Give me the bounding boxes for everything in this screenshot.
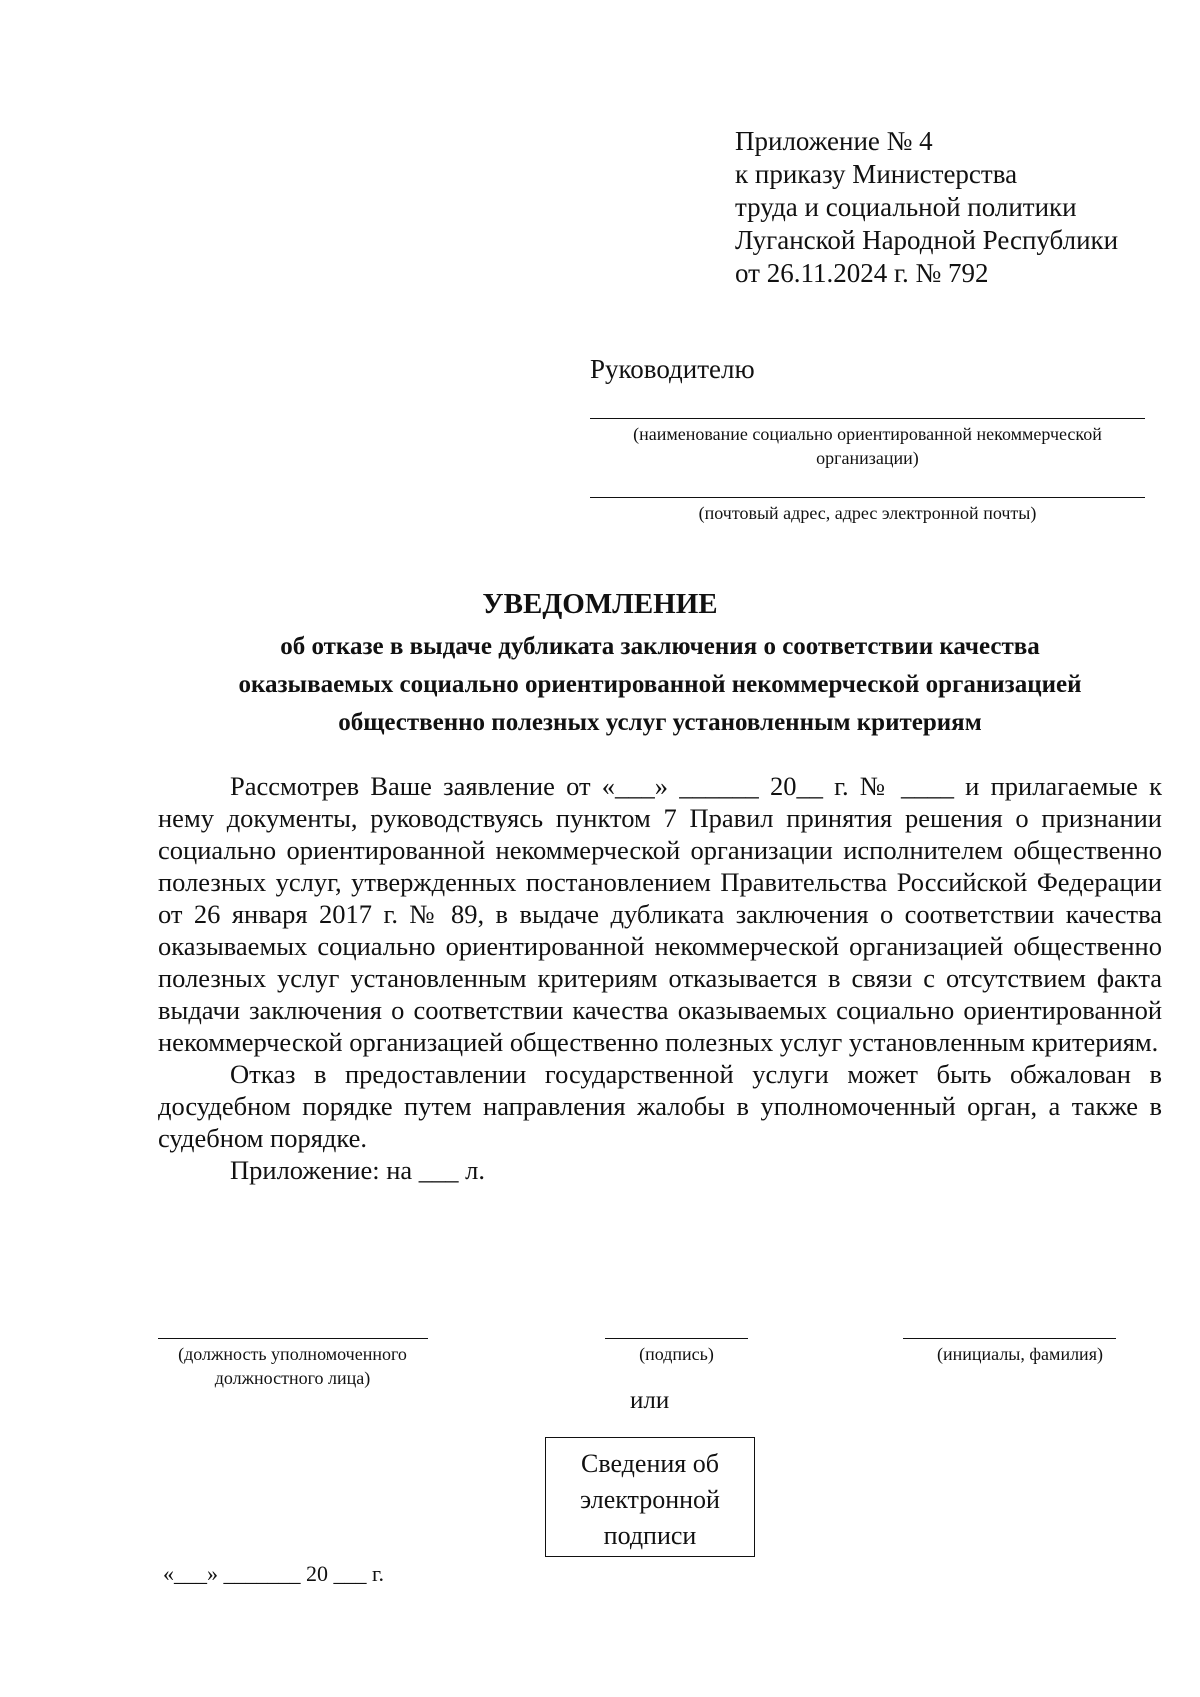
org-name-caption [590,422,1145,470]
org-name-caption-line1: (наименование социально ориентированной некоммерческой [633,424,1102,444]
address-caption: (почтовый адрес, адрес электронной почты) [698,503,1037,523]
subtitle-line2: оказываемых социально ориентированной некоммерческой организацией [238,671,1082,698]
or-separator: или [630,1387,670,1414]
body-paragraph-decision: Рассмотрев Ваше заявление от «___» ______ 20__ г. № ____ и прилагаемые к нему документы, руководствуясь пунктом 7 Правил принятия решения о признании социально ориентированной некоммерческой организации исполнителем общественно полезных услуг, утвержденных постановлением Правительства Российской Федерации от 26 января 2017 г. № 89, в выдаче дубликата заключения о соответствии качества оказываемых социально ориентированной некоммерческой организацией общественно полезных услуг установленным критериям отказывается в связи с отсутствием факта выдачи заключения о соответствии качества оказываемых социально ориентированной некоммерческой организацией общественно полезных услуг установленным критериям. [158,771,1162,1057]
document-title: УВЕДОМЛЕНИЕ [482,588,718,620]
electronic-signature-box [545,1437,755,1557]
org-name-line [590,418,1145,419]
body-paragraph-appeal: Отказ в предоставлении государственной услуги может быть обжалован в досудебном порядке путем направления жалобы в уполномоченный орган, а также в судебном порядке. [158,1059,1162,1153]
name-line [903,1338,1116,1339]
appendix-header [735,125,1118,290]
body-paragraph-attachment: Приложение: на ___ л. [230,1155,486,1185]
position-line [158,1338,428,1339]
document-subtitle [160,628,1160,742]
esig-line2: электронной [580,1485,720,1514]
position-caption-line2: должностного лица) [214,1368,371,1388]
appendix-ministry: труда и социальной политики [735,192,1077,222]
appendix-number: Приложение № 4 [735,126,933,156]
address-line [590,497,1145,498]
esig-line3: подписи [603,1521,697,1550]
appendix-republic: Луганской Народной Республики [735,225,1119,255]
subtitle-line3: общественно полезных услуг установленным критериям [338,709,982,736]
position-caption-line1: (должность уполномоченного [178,1344,407,1364]
org-name-caption-line2: организации) [816,448,919,468]
signature-line [605,1338,748,1339]
name-caption: (инициалы, фамилия) [937,1344,1103,1364]
appendix-order-ref: к приказу Министерства [735,159,1018,189]
signature-date: «___» _______ 20 ___ г. [163,1561,385,1586]
document-body [158,770,1162,1186]
esig-line1: Сведения об [581,1449,719,1478]
addressee-label: Руководителю [590,354,755,384]
subtitle-line1: об отказе в выдаче дубликата заключения о соответствии качества [280,633,1040,660]
appendix-date-number: от 26.11.2024 г. № 792 [735,258,989,288]
signature-caption: (подпись) [639,1344,714,1364]
position-caption [150,1342,435,1390]
